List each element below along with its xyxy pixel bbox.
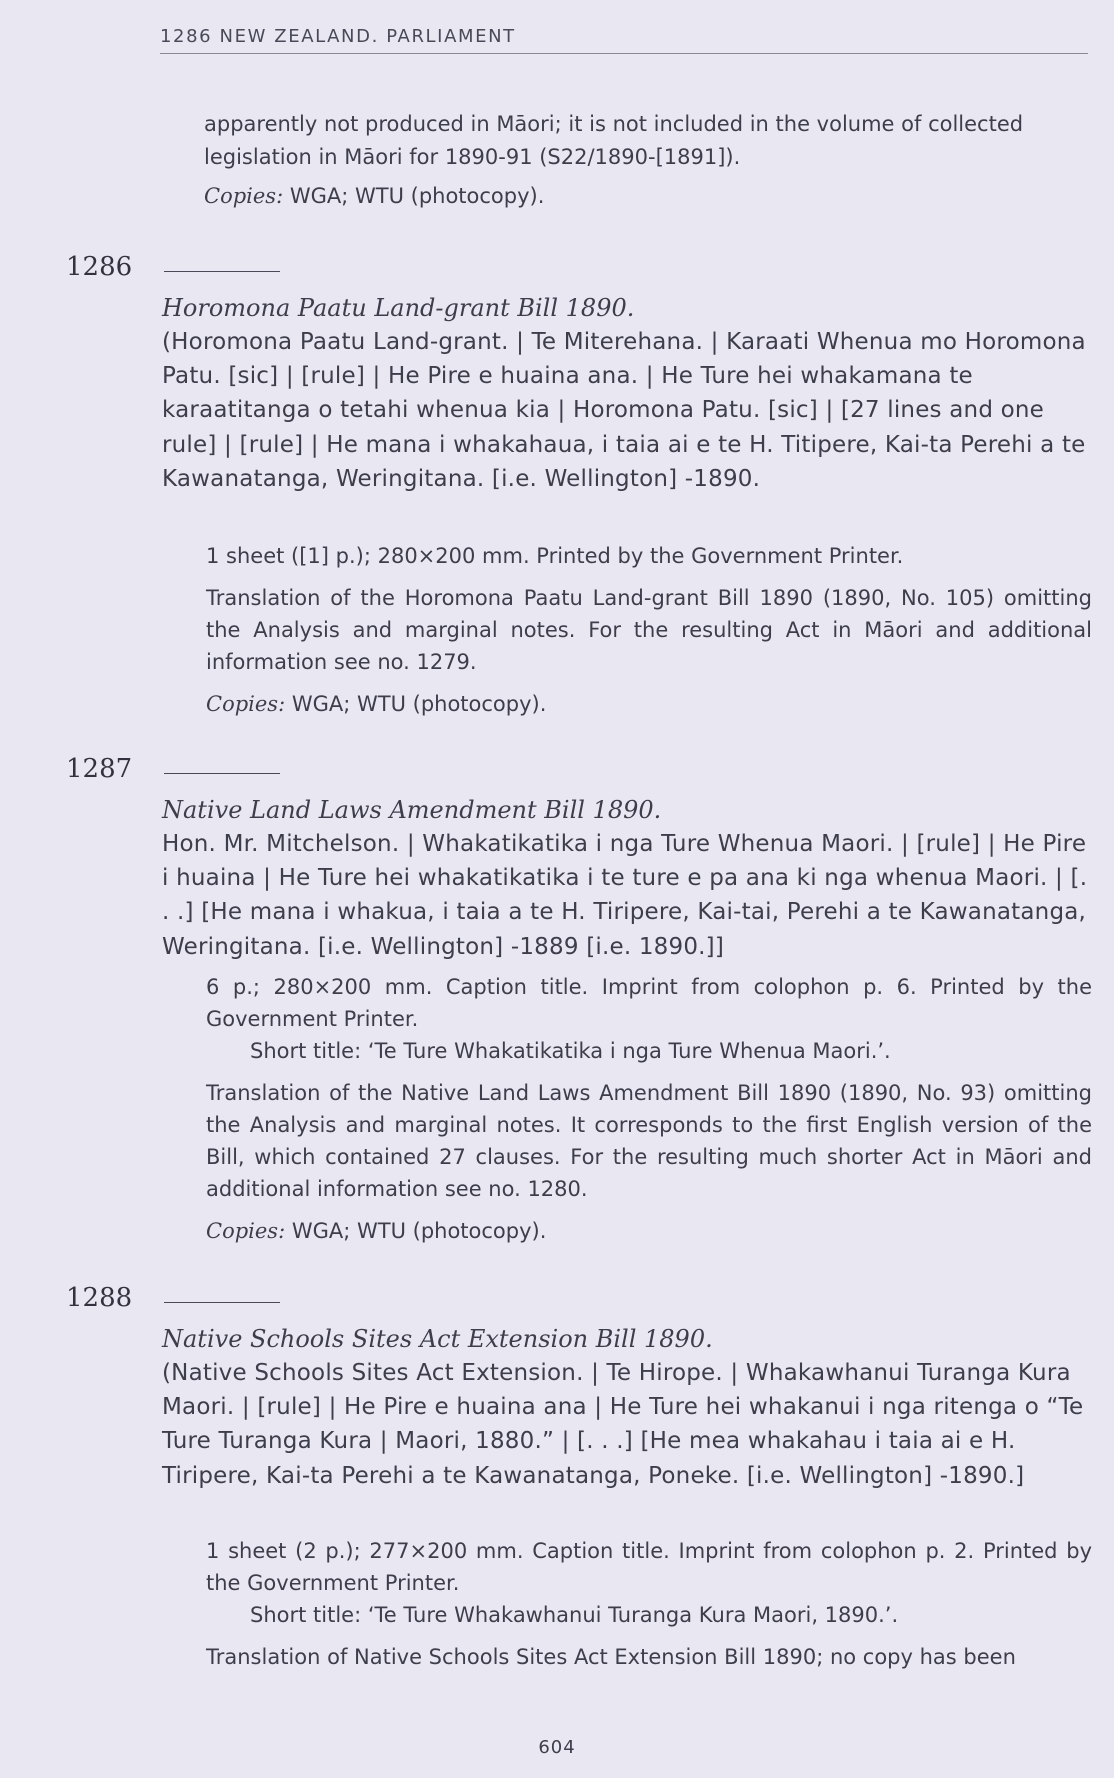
copies-label: Copies: <box>204 184 284 208</box>
entry-number: 1286 <box>66 252 133 282</box>
physical-description <box>206 971 1092 1067</box>
entry-1286-notes <box>206 540 1092 721</box>
entry-transcript: (Horomona Paatu Land-grant. | Te Miterehana. | Karaati Whenua mo Horomona Patu. [sic] | [rule] | He Pire e huaina ana. | He Ture hei whakamana te karaatitanga o tetahi whenua kia | Horomona Patu. [sic] | [27 lines and one rule] | [rule] | He mana i whakahaua, i taia ai e te H. Titipere, Kai-ta Perehi a te Kawanatanga, Weringitana. [i.e. Wellington] -1890. <box>162 329 1086 492</box>
entry-copies <box>206 1215 1092 1248</box>
entry-title: Horomona Paatu Land-grant Bill 1890. <box>162 294 635 322</box>
copies-value: WGA; WTU (photocopy). <box>285 692 547 716</box>
copies-label: Copies: <box>206 1219 286 1243</box>
physical-text: 6 p.; 280×200 mm. Caption title. Imprint from colophon p. 6. Printed by the Government Printer. <box>206 975 1092 1031</box>
entry-1288-notes <box>206 1535 1092 1683</box>
entry-rule <box>164 1302 280 1303</box>
copies-value: WGA; WTU (photocopy). <box>285 1219 547 1243</box>
entry-transcript: Hon. Mr. Mitchelson. | Whakatikatika i nga Ture Whenua Maori. | [rule] | He Pire i huaina | He Ture hei whakatikatika i te ture e pa ana ki nga whenua Maori. | [. . .] [He mana i whakua, i taia a te H. Tiripere, Kai-tai, Perehi a te Kawanatanga, Weringitana. [i.e. Wellington] -1889 [i.e. 1890.]] <box>162 831 1088 960</box>
translation-note: Translation of Native Schools Sites Act Extension Bill 1890; no copy has been <box>206 1645 1016 1669</box>
running-header: 1286 NEW ZEALAND. PARLIAMENT <box>160 26 1088 54</box>
entry-transcript: (Native Schools Sites Act Extension. | Te Hirope. | Whakawhanui Turanga Kura Maori. | [rule] | He Pire e huaina ana | He Ture hei whakanui i nga ritenga o “Te Ture Turanga Kura | Maori, 1880.” | [. . .] [He mea whakahau i taia ai e H. Tiripere, Kai-ta Perehi a te Kawanatanga, Poneke. [i.e. Wellington] -1890.] <box>162 1360 1084 1489</box>
page-number: 604 <box>538 1737 576 1758</box>
entry-copies <box>206 688 1092 721</box>
entry-rule <box>164 773 280 774</box>
copies-value: WGA; WTU (photocopy). <box>283 184 545 208</box>
translation-note: Translation of the Horomona Paatu Land-grant Bill 1890 (1890, No. 105) omitting the Analysis and marginal notes. For the resulting Act in Māori and additional information see no. 1279. <box>206 586 1092 674</box>
entry-number: 1288 <box>66 1283 133 1313</box>
short-title: Short title: ‘Te Ture Whakatikatika i nga Ture Whenua Maori.’. <box>250 1039 891 1063</box>
physical-text: 1 sheet (2 p.); 277×200 mm. Caption title. Imprint from colophon p. 2. Printed by the Government Printer. <box>206 1539 1092 1595</box>
entry-title: Native Schools Sites Act Extension Bill 1890. <box>162 1325 713 1353</box>
continued-fragment <box>204 108 1090 213</box>
fragment-text: apparently not produced in Māori; it is not included in the volume of collected legislation in Māori for 1890-91 (S22/1890-[1891]). <box>204 112 1024 169</box>
entry-1287-notes <box>206 971 1092 1248</box>
physical-description <box>206 1535 1092 1631</box>
fragment-copies <box>204 180 1090 213</box>
physical-description: 1 sheet ([1] p.); 280×200 mm. Printed by the Government Printer. <box>206 544 904 568</box>
copies-label: Copies: <box>206 692 286 716</box>
short-title: Short title: ‘Te Ture Whakawhanui Turanga Kura Maori, 1890.’. <box>250 1603 899 1627</box>
entry-number: 1287 <box>66 754 133 784</box>
entry-rule <box>164 271 280 272</box>
translation-note: Translation of the Native Land Laws Amendment Bill 1890 (1890, No. 93) omitting the Analysis and marginal notes. It corresponds to the first English version of the Bill, which contained 27 clauses. For the resulting much shorter Act in Māori and additional information see no. 1280. <box>206 1081 1092 1201</box>
entry-title: Native Land Laws Amendment Bill 1890. <box>162 796 662 824</box>
